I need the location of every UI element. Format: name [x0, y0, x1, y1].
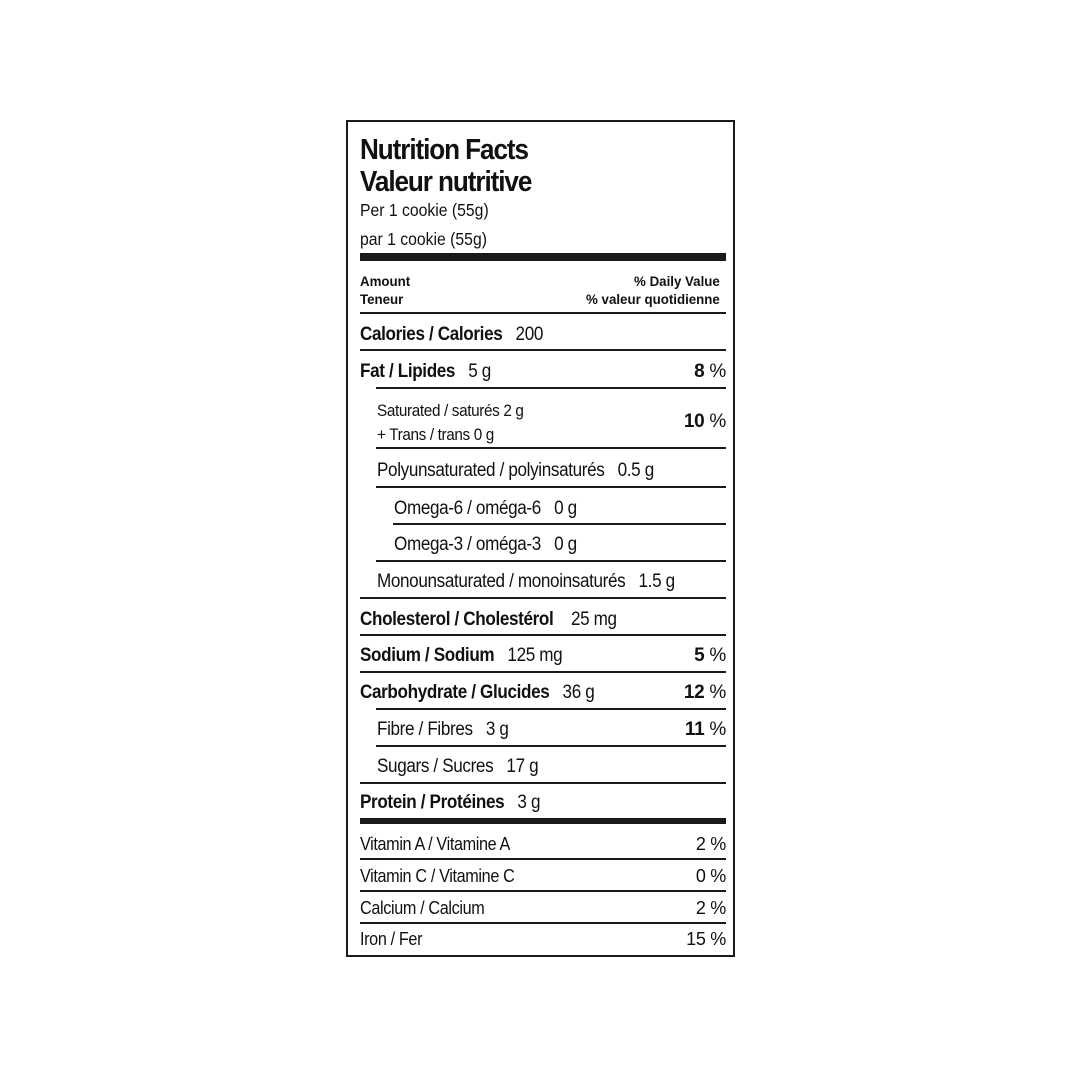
row-vitamin-a [360, 833, 510, 855]
sugars-label: Sugars / Sucres [377, 756, 494, 777]
row-polyunsaturated [377, 460, 654, 482]
daily-value-header-en: % Daily Value [634, 273, 720, 289]
fibre-label: Fibre / Fibres [377, 719, 473, 740]
vitamin-c-percent: 0 % [695, 866, 726, 886]
row-protein [360, 792, 540, 814]
protein-value: 3 g [517, 792, 541, 813]
fat-percent-number: 8 [694, 361, 705, 382]
calories-value: 200 [515, 324, 544, 345]
carbohydrate-percent-sign: % [704, 682, 726, 703]
vitamin-a-label: Vitamin A / Vitamine A [360, 834, 510, 854]
daily-value-header-fr: % valeur quotidienne [586, 291, 720, 307]
vitamin-a-percent: 2 % [695, 834, 726, 854]
polyunsaturated-value: 0.5 g [617, 460, 654, 481]
sugars-value: 17 g [506, 756, 539, 777]
row-carbohydrate [360, 682, 594, 704]
thick-divider-vitamins [360, 818, 726, 824]
vitamin-c-label: Vitamin C / Vitamine C [360, 866, 515, 886]
divider [360, 671, 726, 673]
fat-percent [694, 361, 726, 383]
monounsaturated-label: Monounsaturated / monoinsaturés [377, 571, 626, 592]
saturated-percent-sign: % [704, 411, 726, 432]
fibre-percent-sign: % [704, 719, 726, 740]
divider [376, 708, 726, 710]
saturated-label: Saturated / saturés 2 g [377, 401, 524, 420]
row-iron [360, 928, 422, 950]
sodium-percent-number: 5 [694, 645, 705, 666]
divider [360, 312, 726, 314]
nutrition-facts-label [346, 120, 735, 957]
omega-3-label: Omega-3 / oméga-3 [394, 534, 541, 555]
row-vitamin-c [360, 865, 514, 887]
carbohydrate-value: 36 g [562, 682, 595, 703]
carbohydrate-percent-number: 12 [683, 682, 705, 703]
sodium-value: 125 mg [507, 645, 563, 666]
carbohydrate-label: Carbohydrate / Glucides [360, 682, 550, 703]
title-french: Valeur nutritive [360, 166, 532, 198]
cholesterol-label: Cholesterol / Cholestérol [360, 609, 554, 630]
sodium-percent-sign: % [704, 645, 726, 666]
row-omega-3 [394, 534, 577, 556]
label-content [360, 122, 726, 955]
row-sodium [360, 645, 562, 667]
amount-header-fr: Teneur [360, 291, 404, 307]
divider [393, 523, 726, 525]
divider [360, 597, 726, 599]
omega-6-value: 0 g [554, 498, 577, 519]
polyunsaturated-label: Polyunsaturated / polyinsaturés [377, 460, 605, 481]
saturated-percent [684, 411, 726, 433]
divider [360, 634, 726, 636]
sodium-label: Sodium / Sodium [360, 645, 495, 666]
thick-divider-top [360, 253, 726, 261]
fat-value: 5 g [468, 361, 491, 382]
fat-label: Fat / Lipides [360, 361, 456, 382]
row-saturated-trans [377, 399, 524, 447]
serving-size-english: Per 1 cookie (55g) [360, 200, 489, 220]
row-monounsaturated [377, 571, 675, 593]
serving-size-french: par 1 cookie (55g) [360, 229, 487, 249]
divider [376, 560, 726, 562]
fibre-percent-number: 11 [684, 719, 705, 740]
row-sugars [377, 756, 538, 778]
iron-label: Iron / Fer [360, 929, 423, 949]
row-fibre [377, 719, 509, 741]
daily-value-header [586, 272, 720, 308]
row-omega-6 [394, 498, 577, 520]
row-calories [360, 324, 543, 346]
calcium-label: Calcium / Calcium [360, 898, 485, 918]
divider [376, 486, 726, 488]
cholesterol-value: 25 mg [570, 609, 617, 630]
calcium-percent: 2 % [695, 898, 726, 918]
divider [376, 387, 726, 389]
divider [360, 922, 726, 924]
omega-3-value: 0 g [554, 534, 577, 555]
calories-label: Calories / Calories [360, 324, 503, 345]
amount-header-en: Amount [360, 273, 411, 289]
trans-label: + Trans / trans 0 g [377, 425, 494, 444]
divider [376, 447, 726, 449]
iron-percent: 15 % [686, 929, 726, 949]
fat-percent-sign: % [704, 361, 726, 382]
title-english: Nutrition Facts [360, 134, 528, 166]
row-fat [360, 361, 491, 383]
fibre-percent [685, 719, 726, 741]
fibre-value: 3 g [485, 719, 509, 740]
divider [360, 782, 726, 784]
amount-header [360, 272, 410, 308]
divider [360, 349, 726, 351]
divider [360, 858, 726, 860]
sodium-percent [694, 645, 726, 667]
saturated-percent-number: 10 [683, 411, 705, 432]
row-calcium [360, 897, 484, 919]
monounsaturated-value: 1.5 g [638, 571, 675, 592]
row-cholesterol [360, 609, 617, 631]
divider [360, 890, 726, 892]
protein-label: Protein / Protéines [360, 792, 505, 813]
omega-6-label: Omega-6 / oméga-6 [394, 498, 541, 519]
carbohydrate-percent [684, 682, 726, 704]
divider [376, 745, 726, 747]
